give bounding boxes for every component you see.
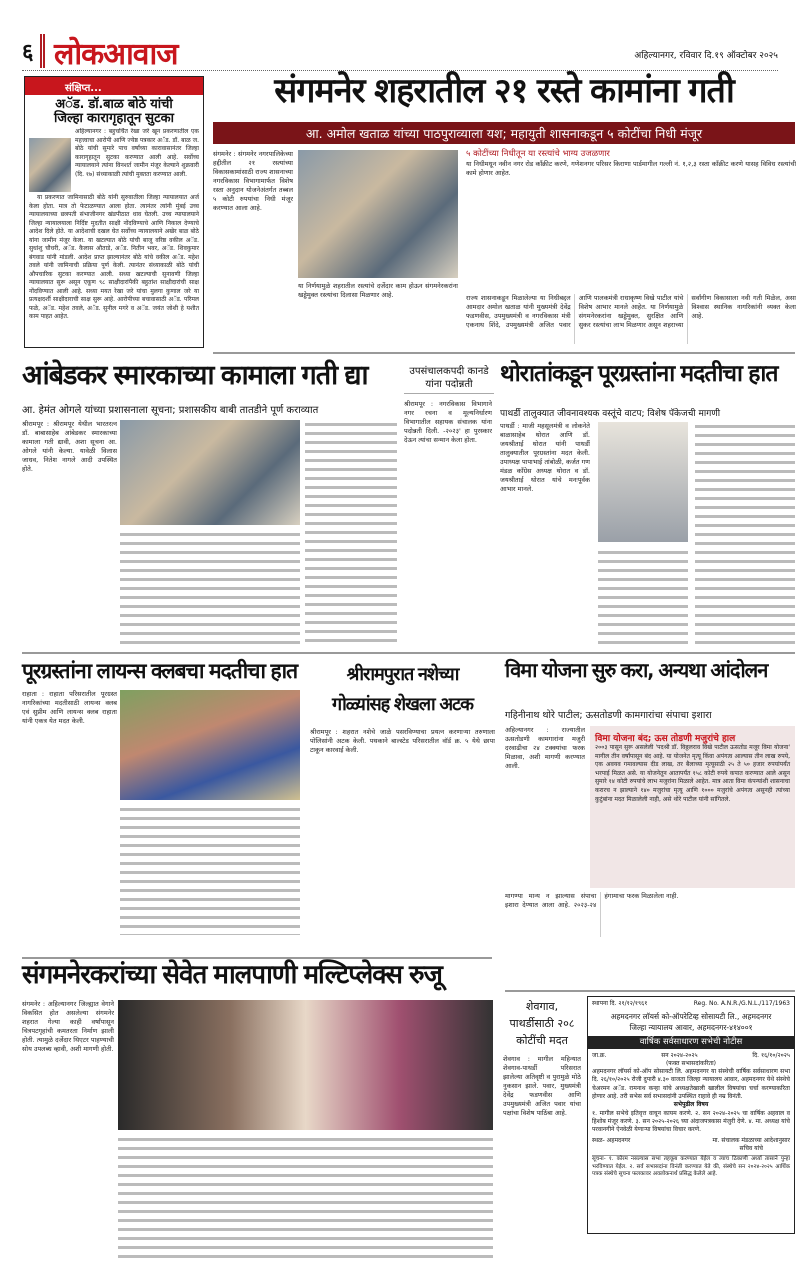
notice-footnote: सूचना- १. कोरम नसल्यास सभा तहकूब करण्यात येईल व त्याच ठिकाणी अर्ध्या तासाने पुन्हा भरविण्यात येईल. २. सर्व सभासदांना विनंती करण्यात येते की, संस्थेचे सन २०२४-२०२५ आर्थिक पत्रक संस्थेचे सूचना फलकावर अवलोकनार्थ प्रसिद्ध केलेले आहे. (592, 1156, 790, 1178)
kande-headline: उपसंचालकपदी कानडे यांना पदोन्नती (404, 365, 494, 394)
vima-headline: विमा योजना सुरु करा, अन्यथा आंदोलन (505, 658, 768, 682)
vima-box-title: विमा योजना बंद; ऊस तोडणी मजुरांचे हाल (595, 734, 736, 744)
lead-body-3: या निधीमधून नवीन नगर रोड कॉंक्रीट करणे, गणेशनगर परिसर किराणा पार्डमागील गल्ली नं. १,२,३ रस्ता कॉंक्रीट करणे यासह विविध रस्त्यांची कामे होणार आहेत. (466, 160, 796, 177)
notice-signature: मा. संचालक मंडळाच्या आदेशानुसार सचिव यांचे (712, 1136, 790, 1152)
vima-body: अहिल्यानगर : राज्यातील ऊसतोडणी कामगारांना मजुरी दरवाढीचा २४ टक्क्यांचा फरक मिळावा, अशी मागणी करण्यात आली. (505, 726, 585, 770)
lead-subhead: ५ कोटींच्या निधीतून या रस्त्यांचे भाग्य उजळणार (466, 149, 610, 159)
brief-body: अहिल्यानगर : बहुचर्चित रेखा जरे खून प्रकरणातील एक महत्त्वाचा आरोपी आणि ज्येष्ठ पत्रकार अॅड. डॉ. बाळ ज. बोठे यांची सुमारे पाच वर्षांच्या कारावासानंतर जिल्हा कारागृहातून सुटका करण्यात आली आहे. सर्वोच्च न्यायालयाने त्यांना विनशर्त जामीन मंजूर केल्याने शुक्रवारी (दि. १७) संध्याकाळी त्यांची मुक्तता करण्यात आली. (75, 128, 199, 178)
notice-year: सन २०२४-२०२५ (661, 1051, 698, 1059)
shevgaon-body: शेवगाव : मागील महिन्यात शेवगाव-पाथर्डी परिसरात झालेल्या अतिवृष्टी व पुरामुळे मोठे नुकसान झाले. पवार, मुख्यमंत्री देवेंद्र फडणवीस आणि उपमुख्यमंत्री अजित पवार यांचा पक्षांचा विशेष पाठिंबा आहे. (503, 1055, 581, 1117)
ambedkar-headline: आंबेडकर स्मारकाच्या कामाला गती द्या (22, 360, 368, 391)
vima-box-body: २००३ पासून सुरू असलेली 'पदश्री डॉ. विठ्ठलराव विखे पाटील ऊसतोड मजूर विमा योजना' मागील तीन वर्षांपासून बंद आहे. या योजनेत मृत्यू किंवा अपंगत्व आल्यास तीन लाख रुपये, एक अवयव गमावल्यास दीड लाख, तर बैलाच्या मृत्यूसाठी २५ ते ५० हजार रुपयांपर्यंत भरपाई मिळत असे. या योजनेतून आतापर्यंत १५८ कोटी रुपये कपात करण्यात आले असून सुमारे १४ कोटी रुपयांचे लाभ मजुरांना मिळाले आहेत. मात्र आता विमा कंपन्यांशी शासनाचा करारच न झाल्याने १४० मजुरांचा मृत्यू आणि १००० मजुरांचे अपंगत्व असूनही त्यांच्या कुटुंबांना मदत मिळालेली नाही, असे थोरे पाटील यांनी सांगितले. (595, 744, 790, 803)
thorat-text-column (598, 548, 688, 645)
lead-banner: आ. अमोल खताळ यांच्या पाठपुराव्याला यश; महायुती शासनाकडून ५ कोटींचा निधी मंजूर (213, 122, 795, 144)
malpani-text-columns (118, 1135, 493, 1260)
lead-body-2: या निर्णयामुळे शहरातील रस्त्यांचे दर्जेदार काम होऊन संगमनेरकरांना खड्डेमुक्त रस्त्यांचा दिलासा मिळणार आहे. (298, 282, 458, 299)
section-rule (22, 652, 795, 654)
dateline: अहिल्यानगर, रविवार दि.१९ ऑक्टोबर २०२५ (634, 51, 778, 61)
lead-photo (298, 150, 458, 278)
ambedkar-subhead: आ. हेमंत ओगले यांच्या प्रशासनाला सूचना; प्रशासकीय बाबी तातडीने पूर्ण कराव्यात (22, 405, 319, 416)
section-rule (22, 957, 492, 959)
notice-body: अहमदनगर लॉयर्स को-ऑप सोसायटी लि. अहमदनगर या संस्थेची वार्षिक सर्वसाधारण सभा दि. २६/१०/२०२५ रोजी दुपारी ४.३० वाजता जिल्हा न्यायालय आवार, अहमदनगर येथे संस्थेचे चेअरमन अॅड. रामनाथ कन्हा यांचे अध्यक्षतेखाली खालील विषयांचा चर्चा करण्याकरिता होणार आहे. तरी सभेस सर्व सभासदांनी उपस्थित राहावे ही नम्र विनंती. (592, 1068, 790, 1101)
legal-notice (587, 996, 795, 1234)
newspaper-logo: लोकआवाज (54, 37, 178, 72)
notice-agenda-title: सभेपुढील विषय (673, 1101, 709, 1109)
section-rule (505, 990, 795, 992)
vima-body-2: मागण्या मान्य न झाल्यास संपाचा इशारा देण्यात आला आहे. २०२३-२४ हंगामाचा फरक मिळालेला नाही. (505, 892, 679, 909)
page-number: ६ (22, 40, 34, 65)
notice-org: अहमदनगर लॉयर्स को-ऑपरेटिव्ह सोसायटी लि., अहमदनगर जिल्हा न्यायालय आवार, अहमदनगर-४१४००१ (610, 1012, 772, 1033)
notice-sub: (फक्त सभासदांकरिता) (665, 1059, 717, 1067)
thorat-body: पाथर्डी : माजी महसूलमंत्री व लोकनेते बाळासाहेब थोरात आणि डॉ. जयश्रीताई थोरात यांनी पाथर्डी तालुक्यातील पूरग्रस्तांना मदत केली. उपाध्यक्ष पापाभाई तांबोळी, कर्जत गण मंडळ काँग्रेस अध्यक्ष थोरात व डॉ. जयश्रीताई थोरात यांचे मनःपूर्वक आभार मानले. (500, 422, 590, 493)
section-rule (213, 352, 795, 354)
malpani-headline: संगमनेरकरांच्या सेवेत मालपाणी मल्टिप्लेक्स रुजू (22, 960, 442, 990)
malpani-body: संगमनेर : अहिल्यानगर जिल्ह्यात वेगाने विकसित होत असलेल्या संगमनेर शहरात गेल्या काही वर्षांपासून चित्रपटगृहांची कमतरता निर्माण झाली होती. त्यामुळे दर्जेदार थिएटर पाहण्याची सोय उपलब्ध व्हावी, अशी मागणी होती. (22, 1000, 114, 1053)
brief-portrait (29, 138, 71, 192)
ambedkar-text-columns (120, 530, 300, 645)
lions-text-columns (120, 805, 300, 935)
lead-body: संगमनेर : संगमनेर नगरपालिकेच्या हद्दीतील २१ रस्त्यांच्या विकासकामांसाठी राज्य शासनाच्या नगरविकास विभागामार्फत विशेष रस्ता अनुदान योजनेअंतर्गत तब्बल ५ कोटी रुपयांचा निधी मंजूर करण्यात आला आहे. (213, 150, 293, 212)
kande-body: श्रीरामपूर : नगरविकास विभागाने नगर रचना व मूल्यनिर्धारण विभागातील सहायक संचालक यांना पदोन्नती दिली. -२०२३' हा पुरस्कार देऊन त्यांचा सन्मान केला होता. (404, 400, 492, 444)
lead-headline: संगमनेर शहरातील २१ रस्ते कामांना गती (274, 71, 734, 111)
notice-place: स्थळ- अहमदनगर (592, 1136, 631, 1144)
notice-ref: जा.क्र. (592, 1051, 607, 1059)
notice-agenda: १. मागील सभेचे इतिवृत्त वाचून कायम करणे. २. सन २०२४-२०२५ चा वार्षिक अहवाल व हिशोब मंजूर करणे. ३. सन २०२५-२०२६ च्या अंदाजपत्रकास मंजुरी देणे. ४. मा. अध्यक्ष यांचे परवानगीने ऐनवेळी येणाऱ्या विषयांचा विचार करणे. (592, 1109, 790, 1134)
vima-highlight-box (590, 726, 795, 888)
notice-title: वार्षिक सर्वसाधारण सभेची नोटीस (588, 1036, 794, 1048)
shevgaon-headline: शेवगाव, पाथर्डीसाठी २०८ कोटींची मदत (509, 1000, 575, 1047)
notice-date: दि. १६/१०/२०२५ (752, 1051, 790, 1059)
notice-reg-no: Reg. No. A.N.R./G.N.L./117/1963 (693, 1000, 790, 1007)
lead-body-4: राज्य शासनाकडून मिळालेल्या या निधीबद्दल आमदार अमोल खताळ यांनी मुख्यमंत्री देवेंद्र फडणवीस, उपमुख्यमंत्री व नगरविकास मंत्री एकनाथ शिंदे, उपमुख्यमंत्री अजित पवार आणि पालकमंत्री राधाकृष्ण विखे पाटील यांचे विशेष आभार मानले आहेत. या निर्णयामुळे संगमनेरकरांना खड्डेमुक्त, सुरक्षित आणि सुकर रस्त्यांचा लाभ मिळणार असून शहराच्या सर्वांगीण विकासाला नवी गती मिळेल, असा विश्वास स्थानिक नागरिकांनी व्यक्त केला आहे. (466, 294, 796, 329)
brief-box (24, 76, 204, 348)
shrirampur-body: श्रीरामपूर : शहरात नशेचे जाळे पसरविण्याचा प्रयत्न करणाऱ्या तरुणाला पोलिसांनी अटक केली. पथकाने बाल्स्टेड परिसरातील वॉर्ड क्र. ५ येथे छापा टाकून कारवाई केली. (310, 728, 495, 754)
malpani-photo (118, 1000, 493, 1130)
brief-body-2: या प्रकरणात जामिनासाठी बोठे यांनी सुरुवातीला जिल्हा न्यायालयात अर्ज केला होता. मात्र तो फेटाळण्यात आला होता. त्यानंतर त्यांनी मुंबई उच्च न्यायालयाच्या छत्रपती संभाजीनगर खंडपीठात धाव घेतली. उच्च न्यायालयाने जिल्हा न्यायालयाला निर्दिष्ट मुदतीत साक्षी नोंदविण्याचे आणि निकाल देण्याचे आदेश दिले होते. या आदेशाची दखल घेत सर्वोच्च न्यायालयाने अखेर बाळ बोठे यांना जामीन मंजूर केला. या खटल्यात बोठे यांची बाजू वरिष्ठ वकील अॅड. सुधांशु चौधरी, अॅड. कैलास औताडे, अॅड. नितीन भवर, अॅड. शिवकुमार बंगवाड यांनी मांडली. आदेश प्राप्त झाल्यानंतर बोठे यांचे वकील अॅड. महेश तवले यांनी जामिनाची प्रक्रिया पूर्ण केली. त्यानंतर संध्याकाळी बोठे यांची औपचारिक सुटका करण्यात आली. सध्या खटल्याची सुनावणी जिल्हा न्यायालयात सुरू असून एकूण ९८ साक्षीदारांपैकी बहुतांश साक्षीदारांची साक्ष नोंदविण्यात आली आहे. सध्या मयत रेखा जरे यांचा मुलगा कुणाल जरे या प्रत्यक्षदर्शी साक्षीदाराची साक्ष सुरू आहे. आरोपीच्या बचावासाठी अॅड. परिमल फळे, अॅड. महेश तवले, अॅड. सुनील मगरे व अॅड. जयंत जोशी हे यशीत काम पाहत आहेत. (29, 194, 199, 321)
notice-established: स्थापना दि. २१/१२/१९६१ (592, 1000, 648, 1007)
lions-photo (120, 690, 300, 800)
brief-tab: संक्षिप्त... (25, 77, 203, 95)
vima-subhead: गहिनीनाथ थोरे पाटील; ऊसतोडणी कामगारांचा संपाचा इशारा (505, 710, 712, 721)
ambedkar-text-column (305, 420, 397, 645)
lions-body: राहाता : राहाता परिसरातील पूरग्रस्त नागरिकांच्या मदतीसाठी लायन्स क्लब एवं सुप्रीम आणि लायन्स क्लब राहाता यांनी एकत्र येत मदत केली. (22, 690, 117, 725)
thorat-text-column-2 (695, 422, 795, 645)
thorat-headline: थोरातांकडून पूरग्रस्तांना मदतीचा हात (500, 361, 778, 387)
thorat-subhead: पाथर्डी तालुक्यात जीवनावश्यक वस्तूंचे वाटप; विशेष पॅकेजची मागणी (500, 409, 721, 419)
brief-title: अॅड. डॉ.बाळ बोठे यांची जिल्हा कारागृहातून सुटका (54, 97, 174, 126)
masthead-divider (40, 34, 45, 68)
shrirampur-headline: श्रीरामपुरात नशेच्या गोळ्यांसह शेखला अटक (332, 664, 473, 715)
ambedkar-photo (120, 420, 300, 525)
thorat-portrait (598, 422, 688, 542)
ambedkar-body: श्रीरामपूर : श्रीरामपूर येथील भारतरत्न डॉ. बाबासाहेब आंबेडकर स्मारकाच्या कामाला गती द्यावी, अशा सूचना आ. ओगले यांनी केल्या. यावेळी विलास जाधव, नितेश नागले आदी उपस्थित होते. (22, 420, 117, 473)
lions-headline: पूरग्रस्तांना लायन्स क्लबचा मदतीचा हात (22, 659, 298, 683)
